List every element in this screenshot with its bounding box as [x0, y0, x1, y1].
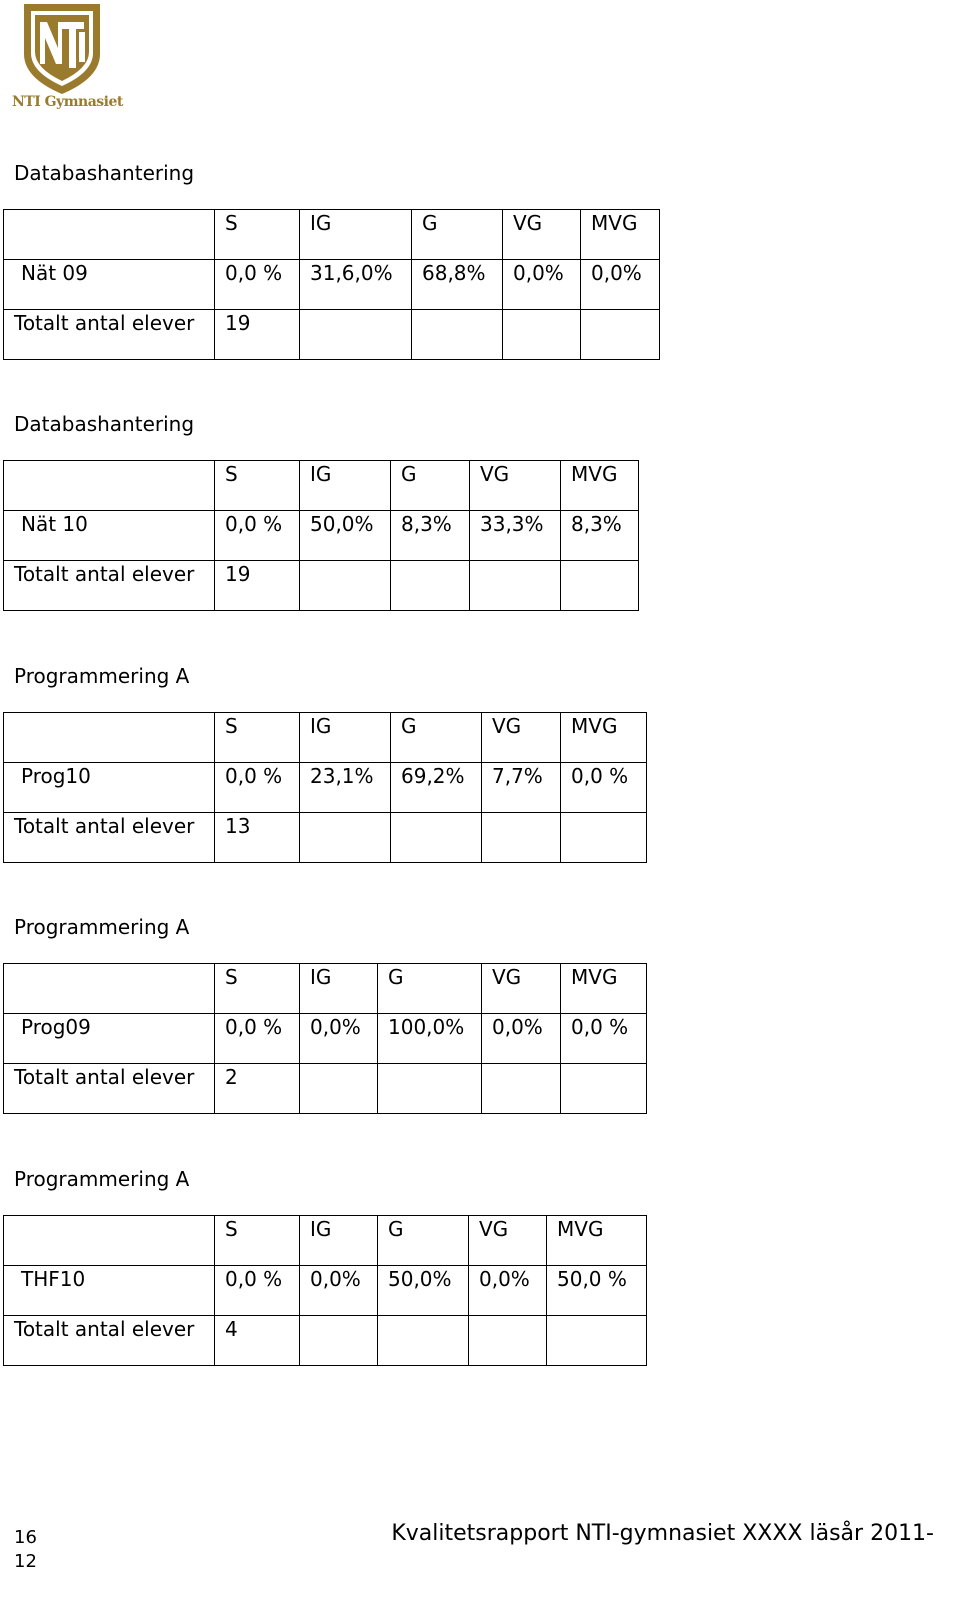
table-cell	[391, 813, 482, 863]
total-value-cell: 4	[215, 1316, 300, 1366]
table-cell: 0,0%	[581, 260, 660, 310]
table-cell: 0,0%	[300, 1014, 378, 1064]
table-header-cell: VG	[503, 210, 581, 260]
grades-table	[3, 1215, 647, 1366]
section-title: Databashantering	[14, 161, 195, 185]
table-header-cell: G	[391, 461, 470, 511]
table-header-cell: S	[215, 964, 300, 1014]
table-cell	[482, 1064, 561, 1114]
table-header-cell: G	[412, 210, 503, 260]
total-value-cell: 13	[215, 813, 300, 863]
table-cell: 8,3%	[391, 511, 470, 561]
class-name-cell: Nät 09	[4, 260, 215, 310]
table-header-row	[4, 964, 647, 1014]
table-cell: 0,0%	[300, 1266, 378, 1316]
table-cell	[4, 1216, 215, 1266]
table-row	[4, 511, 639, 561]
total-row	[4, 1316, 647, 1366]
table-header-cell: S	[215, 210, 300, 260]
table-row	[4, 1014, 647, 1064]
table-header-cell: S	[215, 1216, 300, 1266]
table-header-cell: MVG	[581, 210, 660, 260]
total-row	[4, 310, 660, 360]
table-header-cell: MVG	[561, 964, 647, 1014]
table-cell: 0,0%	[482, 1014, 561, 1064]
table-cell	[412, 310, 503, 360]
table-cell: 8,3%	[561, 511, 639, 561]
nti-logo	[12, 2, 123, 112]
section-title: Programmering A	[14, 915, 190, 939]
total-value-cell: 19	[215, 310, 300, 360]
total-row	[4, 1064, 647, 1114]
table-header-cell: VG	[482, 713, 561, 763]
table-header-cell: IG	[300, 713, 391, 763]
table-header-cell: IG	[300, 964, 378, 1014]
table-cell: 0,0 %	[215, 1014, 300, 1064]
table-row	[4, 260, 660, 310]
section-title: Databashantering	[14, 412, 195, 436]
table-cell: 0,0 %	[215, 511, 300, 561]
class-name-cell: Prog10	[4, 763, 215, 813]
table-cell: 33,3%	[470, 511, 561, 561]
table-header-cell: MVG	[561, 461, 639, 511]
total-label-cell: Totalt antal elever	[4, 813, 215, 863]
table-cell: 23,1%	[300, 763, 391, 813]
table-cell	[482, 813, 561, 863]
table-header-cell: MVG	[561, 713, 647, 763]
grades-table	[3, 963, 647, 1114]
class-name-cell: Prog09	[4, 1014, 215, 1064]
table-cell: 0,0%	[503, 260, 581, 310]
table-header-row	[4, 210, 660, 260]
total-label-cell: Totalt antal elever	[4, 310, 215, 360]
table-header-row	[4, 461, 639, 511]
section-title: Programmering A	[14, 664, 190, 688]
table-cell	[300, 1316, 378, 1366]
table-header-cell: S	[215, 461, 300, 511]
table-cell: 100,0%	[378, 1014, 482, 1064]
table-header-cell: G	[378, 1216, 469, 1266]
total-label-cell: Totalt antal elever	[4, 1316, 215, 1366]
table-header-cell: G	[378, 964, 482, 1014]
table-cell: 31,6,0%	[300, 260, 412, 310]
table-cell: 0,0%	[469, 1266, 547, 1316]
table-cell	[4, 210, 215, 260]
table-cell	[4, 461, 215, 511]
table-cell	[300, 813, 391, 863]
table-cell: 50,0%	[378, 1266, 469, 1316]
table-cell	[561, 1064, 647, 1114]
table-cell: 69,2%	[391, 763, 482, 813]
table-cell: 0,0 %	[215, 1266, 300, 1316]
table-cell: 7,7%	[482, 763, 561, 813]
table-header-cell: IG	[300, 461, 391, 511]
table-cell	[4, 713, 215, 763]
total-label-cell: Totalt antal elever	[4, 561, 215, 611]
table-cell	[503, 310, 581, 360]
total-row	[4, 561, 639, 611]
table-header-cell: MVG	[547, 1216, 647, 1266]
table-header-cell: VG	[482, 964, 561, 1014]
table-cell	[581, 310, 660, 360]
grades-table	[3, 712, 647, 863]
grades-table	[3, 209, 660, 360]
table-header-row	[4, 1216, 647, 1266]
table-header-cell: IG	[300, 210, 412, 260]
table-cell	[4, 964, 215, 1014]
table-cell: 50,0 %	[547, 1266, 647, 1316]
table-header-cell: IG	[300, 1216, 378, 1266]
table-cell	[469, 1316, 547, 1366]
table-header-cell: S	[215, 713, 300, 763]
table-cell: 0,0 %	[215, 260, 300, 310]
footer-title: Kvalitetsrapport NTI-gymnasiet XXXX läsår 2011-	[391, 1521, 934, 1546]
table-header-cell: VG	[469, 1216, 547, 1266]
table-row	[4, 763, 647, 813]
table-row	[4, 1266, 647, 1316]
table-header-row	[4, 713, 647, 763]
total-label-cell: Totalt antal elever	[4, 1064, 215, 1114]
page-number: 16 12	[14, 1527, 37, 1572]
table-cell	[470, 561, 561, 611]
grades-table	[3, 460, 639, 611]
table-cell	[300, 561, 391, 611]
total-value-cell: 19	[215, 561, 300, 611]
table-cell: 68,8%	[412, 260, 503, 310]
table-cell: 0,0 %	[561, 763, 647, 813]
logo-text: NTI Gymnasiet	[12, 94, 123, 110]
table-cell: 0,0 %	[215, 763, 300, 813]
table-cell: 50,0%	[300, 511, 391, 561]
table-cell	[561, 561, 639, 611]
table-cell	[391, 561, 470, 611]
table-cell	[300, 310, 412, 360]
table-cell	[378, 1316, 469, 1366]
class-name-cell: THF10	[4, 1266, 215, 1316]
section-title: Programmering A	[14, 1167, 190, 1191]
total-value-cell: 2	[215, 1064, 300, 1114]
total-row	[4, 813, 647, 863]
table-cell	[300, 1064, 378, 1114]
nti-shield-logo-icon	[22, 2, 102, 96]
class-name-cell: Nät 10	[4, 511, 215, 561]
table-header-cell: VG	[470, 461, 561, 511]
table-cell	[547, 1316, 647, 1366]
table-header-cell: G	[391, 713, 482, 763]
table-cell	[378, 1064, 482, 1114]
table-cell	[561, 813, 647, 863]
table-cell: 0,0 %	[561, 1014, 647, 1064]
